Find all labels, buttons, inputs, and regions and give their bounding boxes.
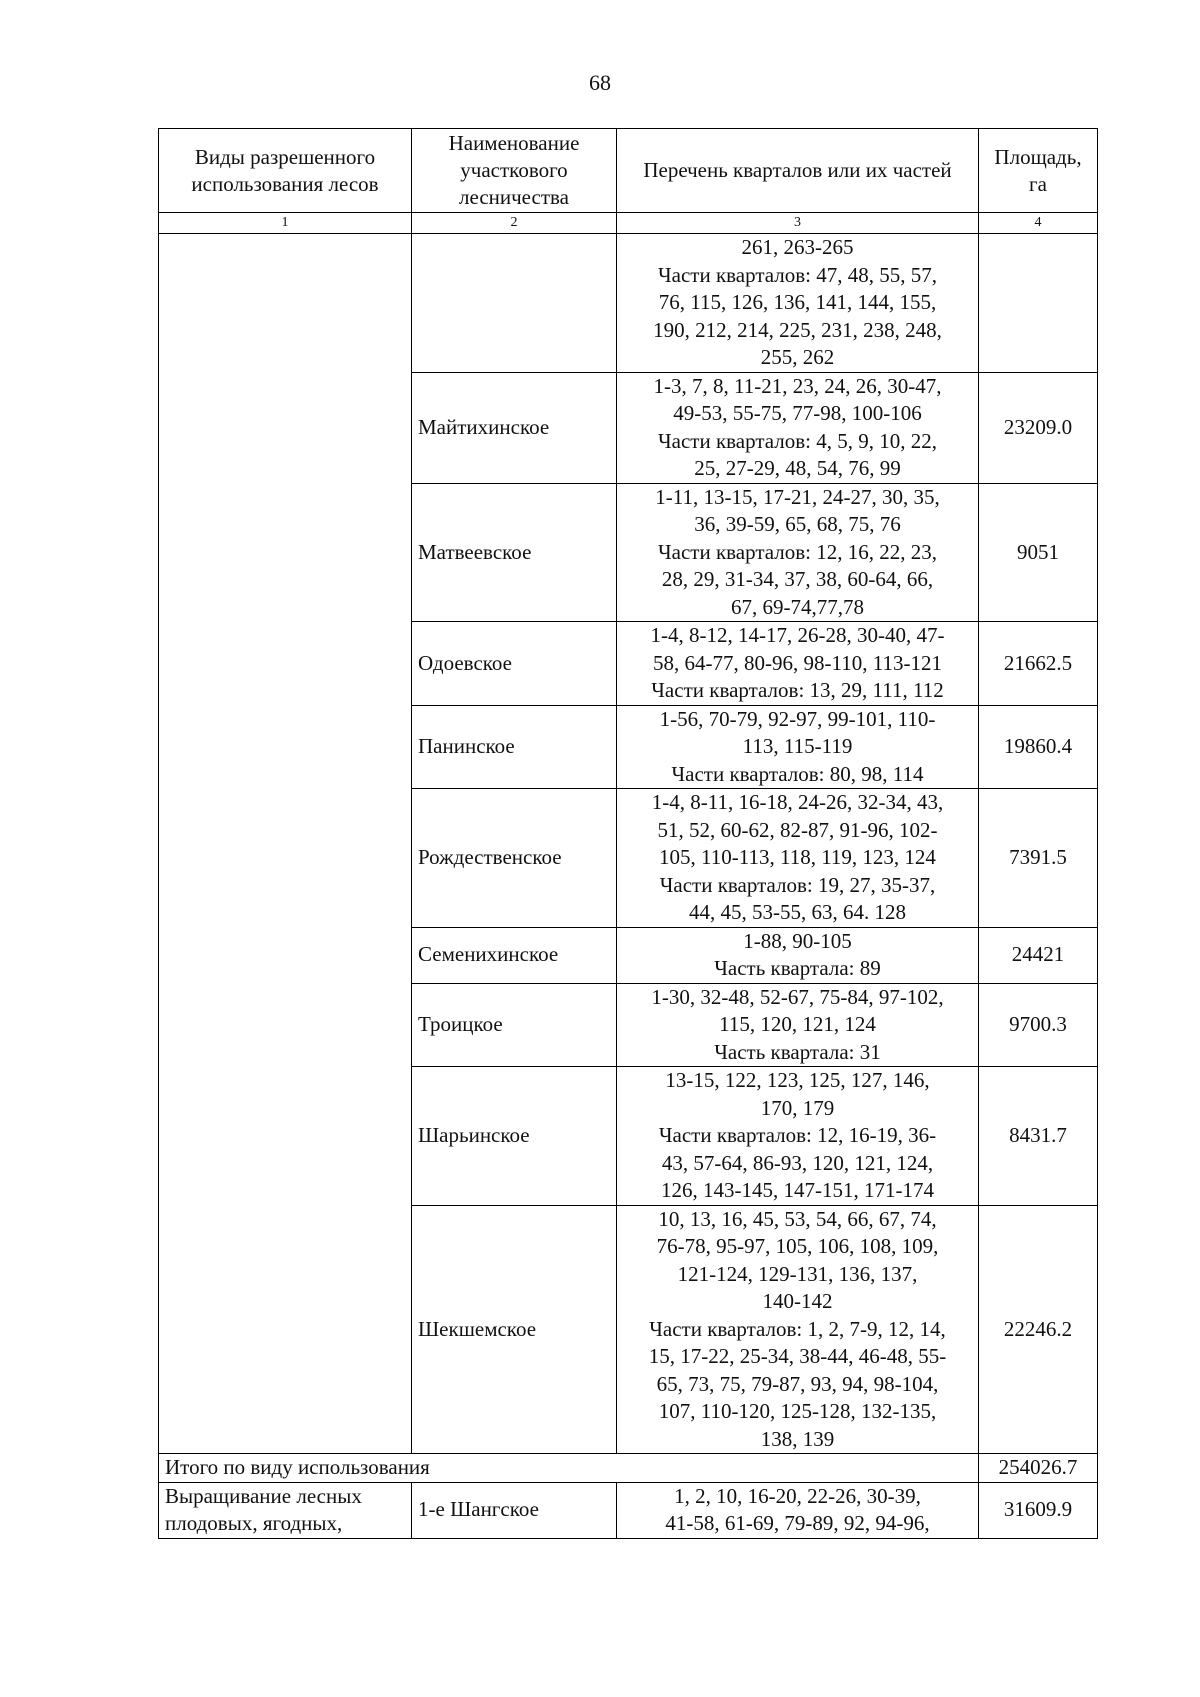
- forestry-name: Матвеевское: [412, 483, 617, 622]
- use-type-line: плодовых, ягодных,: [165, 1511, 343, 1535]
- quarter-line: 49-53, 55-75, 77-98, 100-106: [673, 401, 922, 425]
- quarter-line: 190, 212, 214, 225, 231, 238, 248,: [653, 317, 942, 342]
- forestry-name: Майтихинское: [412, 372, 617, 483]
- forestry-name: Шарьинское: [412, 1067, 617, 1206]
- quarter-line: 51, 52, 60-62, 82-87, 91-96, 102-: [657, 817, 938, 842]
- quarter-line: 76, 115, 126, 136, 141, 144, 155,: [658, 290, 937, 314]
- quarter-line: Части кварталов: 12, 16-19, 36-: [658, 1123, 937, 1147]
- column-number-row: [159, 213, 1098, 234]
- quarter-line: 41-58, 61-69, 79-89, 92, 94-96,: [665, 1511, 930, 1535]
- quarters-cell: [617, 234, 979, 373]
- forestry-name: Троицкое: [412, 983, 617, 1067]
- area-value: 9051: [979, 483, 1098, 622]
- quarters-cell: [617, 927, 979, 983]
- header-use-type: Виды разрешенного использования лесов: [159, 129, 412, 213]
- area-value: 9700.3: [979, 983, 1098, 1067]
- total-label: Итого по виду использования: [159, 1454, 979, 1483]
- quarter-line: 126, 143-145, 147-151, 171-174: [661, 1178, 934, 1202]
- area-value: 24421: [979, 927, 1098, 983]
- quarter-line: 1-30, 32-48, 52-67, 75-84, 97-102,: [651, 984, 944, 1009]
- forest-use-table: [158, 128, 1098, 1539]
- quarters-cell: [617, 622, 979, 706]
- quarter-line: 1-3, 7, 8, 11-21, 23, 24, 26, 30-47,: [653, 373, 942, 398]
- quarter-line: Часть квартала: 31: [714, 1039, 881, 1064]
- quarter-line: 1-4, 8-12, 14-17, 26-28, 30-40, 47-: [650, 623, 945, 647]
- quarter-line: 1-4, 8-11, 16-18, 24-26, 32-34, 43,: [651, 790, 944, 814]
- quarter-line: Части кварталов: 13, 29, 111, 112: [651, 678, 944, 702]
- table-header-row: [159, 129, 1098, 213]
- forestry-name: Панинское: [412, 705, 617, 789]
- column-number: 2: [412, 213, 617, 234]
- column-number: 3: [617, 213, 979, 234]
- area-value: 23209.0: [979, 372, 1098, 483]
- forestry-name: Одоевское: [412, 622, 617, 706]
- quarter-line: 1-56, 70-79, 92-97, 99-101, 110-: [659, 706, 936, 731]
- quarter-line: 115, 120, 121, 124: [719, 1012, 876, 1036]
- header-area: Площадь, га: [979, 129, 1098, 213]
- header-forestry: Наименование участкового лесничества: [412, 129, 617, 213]
- area-value: 31609.9: [979, 1482, 1098, 1538]
- area-value: [979, 234, 1098, 373]
- quarters-cell: [617, 789, 979, 928]
- quarters-cell: [617, 372, 979, 483]
- quarter-line: 67, 69-74,77,78: [731, 594, 864, 619]
- quarter-line: Части кварталов: 4, 5, 9, 10, 22,: [657, 428, 937, 453]
- quarter-line: 1-88, 90-105: [743, 928, 852, 953]
- quarter-line: 76-78, 95-97, 105, 106, 108, 109,: [656, 1234, 939, 1258]
- quarter-line: 1-11, 13-15, 17-21, 24-27, 30, 35,: [655, 484, 940, 509]
- quarter-line: 138, 139: [760, 1426, 835, 1451]
- quarters-cell: [617, 1482, 979, 1538]
- quarter-line: 261, 263-265: [741, 235, 854, 259]
- quarters-cell: [617, 483, 979, 622]
- quarter-line: 113, 115-119: [742, 734, 853, 758]
- quarter-line: Часть квартала: 89: [714, 956, 881, 980]
- quarter-line: 65, 73, 75, 79-87, 93, 94, 98-104,: [656, 1371, 939, 1396]
- quarter-line: Части кварталов: 1, 2, 7-9, 12, 14,: [649, 1316, 946, 1341]
- quarter-line: 15, 17-22, 25-34, 38-44, 46-48, 55-: [648, 1344, 947, 1368]
- quarter-line: Части кварталов: 19, 27, 35-37,: [659, 872, 936, 897]
- forestry-name: Шекшемское: [412, 1205, 617, 1454]
- table-row: [159, 234, 1098, 373]
- quarter-line: Части кварталов: 12, 16, 22, 23,: [657, 539, 937, 564]
- column-number: 4: [979, 213, 1098, 234]
- total-area: 254026.7: [979, 1454, 1098, 1483]
- quarter-line: 107, 110-120, 125-128, 132-135,: [658, 1399, 937, 1423]
- quarters-cell: [617, 983, 979, 1067]
- quarter-line: 13-15, 122, 123, 125, 127, 146,: [665, 1068, 930, 1092]
- area-value: 22246.2: [979, 1205, 1098, 1454]
- quarter-line: 44, 45, 53-55, 63, 64. 128: [689, 900, 906, 924]
- table-row: [159, 1482, 1098, 1538]
- forestry-name: 1-е Шангское: [412, 1482, 617, 1538]
- quarter-line: Части кварталов: 47, 48, 55, 57,: [657, 262, 937, 287]
- forestry-name: [412, 234, 617, 373]
- table-body: [159, 234, 1098, 1539]
- area-value: 21662.5: [979, 622, 1098, 706]
- quarter-line: Части кварталов: 80, 98, 114: [671, 761, 924, 786]
- quarter-line: 170, 179: [760, 1095, 835, 1120]
- quarter-line: 36, 39-59, 65, 68, 75, 76: [694, 512, 901, 536]
- total-row: [159, 1454, 1098, 1483]
- quarter-line: 105, 110-113, 118, 119, 123, 124: [659, 845, 936, 869]
- area-value: 8431.7: [979, 1067, 1098, 1206]
- area-value: 19860.4: [979, 705, 1098, 789]
- quarter-line: 140-142: [762, 1289, 833, 1313]
- quarter-line: 25, 27-29, 48, 54, 76, 99: [694, 456, 901, 480]
- quarter-line: 121-124, 129-131, 136, 137,: [677, 1261, 918, 1286]
- quarter-line: 255, 262: [760, 345, 835, 369]
- use-type-cell: [159, 234, 412, 1454]
- use-type-cell: [159, 1482, 412, 1538]
- quarters-cell: [617, 1067, 979, 1206]
- forestry-name: Рождественское: [412, 789, 617, 928]
- use-type-line: Выращивание лесных: [165, 1483, 362, 1508]
- header-quarters: Перечень кварталов или их частей: [617, 129, 979, 213]
- quarter-line: 10, 13, 16, 45, 53, 54, 66, 67, 74,: [658, 1206, 937, 1231]
- area-value: 7391.5: [979, 789, 1098, 928]
- quarter-line: 58, 64-77, 80-96, 98-110, 113-121: [653, 650, 942, 675]
- forestry-name: Семенихинское: [412, 927, 617, 983]
- page-number: 68: [589, 70, 611, 95]
- quarters-cell: [617, 1205, 979, 1454]
- quarter-line: 28, 29, 31-34, 37, 38, 60-64, 66,: [661, 567, 934, 591]
- quarters-cell: [617, 705, 979, 789]
- column-number: 1: [159, 213, 412, 234]
- quarter-line: 1, 2, 10, 16-20, 22-26, 30-39,: [674, 1483, 921, 1508]
- quarter-line: 43, 57-64, 86-93, 120, 121, 124,: [661, 1150, 934, 1175]
